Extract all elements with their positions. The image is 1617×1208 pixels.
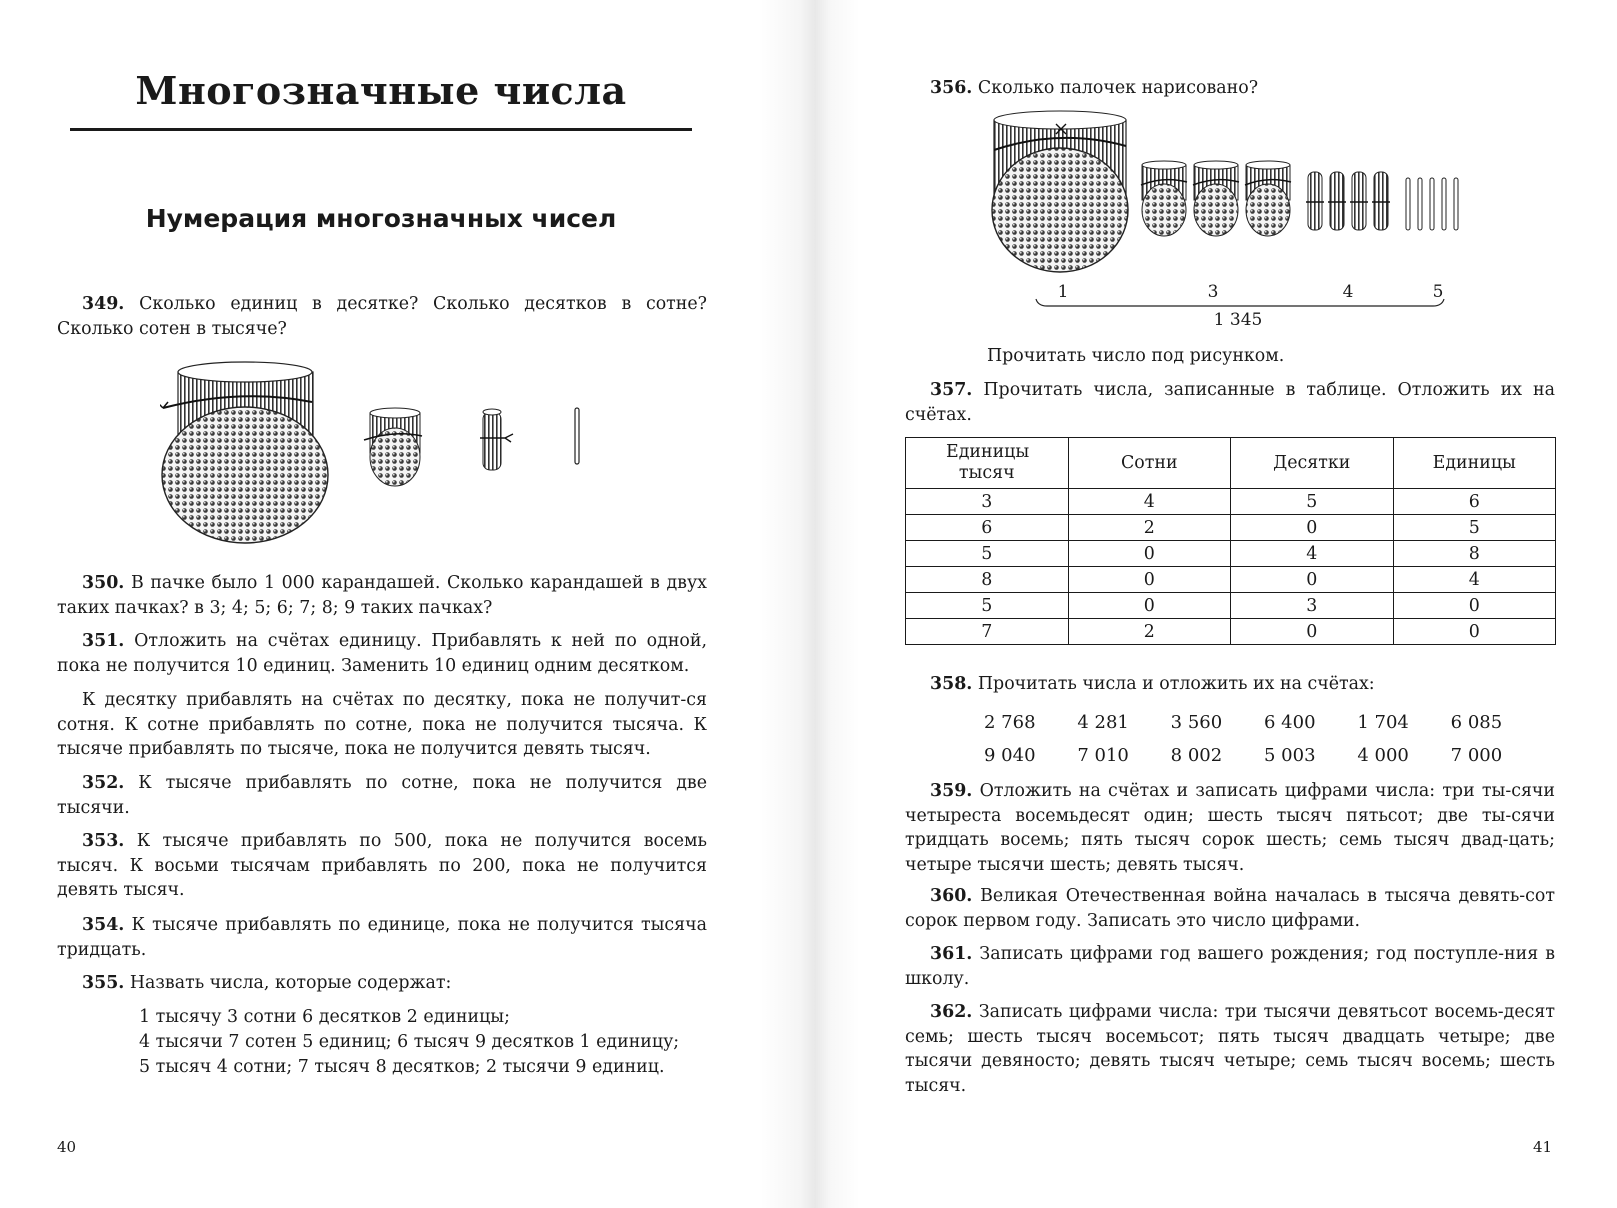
hundred-bundle-icon bbox=[1141, 161, 1187, 236]
exercise-text: Отложить на счётах и записать цифрами числа: три ты-сячи четыреста восемьдесят один; шесть тысяч пятьсот; две ты-сячи тридцать восемь; пять тысяч сорок шесть; семь тысяч двад-цать; четыре тысячи шесть; девять тысяч. bbox=[905, 781, 1556, 875]
exercise-text: В пачке было 1 000 карандашей. Сколько карандашей в двух таких пачках? в 3; 4; 5; 6; 7; 8; 9 таких пачках? bbox=[57, 573, 707, 618]
table-cell: 0 bbox=[1393, 619, 1556, 645]
table-cell: 0 bbox=[1231, 515, 1394, 541]
table-cell: 5 bbox=[906, 541, 1069, 567]
exercise-text: Записать цифрами числа: три тысячи девятьсот восемь-десят семь; шесть тысяч восемьсот; пять тысяч двадцать четыре; две тысячи девяносто; девять тысяч четыре; семь тысяч восемь; шесть тысяч. bbox=[905, 1002, 1555, 1096]
ten-bundle-icon bbox=[1306, 172, 1390, 230]
table-header-row bbox=[906, 438, 1556, 489]
table-cell: 6 bbox=[906, 515, 1069, 541]
figure-label: 5 bbox=[1432, 282, 1444, 302]
table-cell: 7 bbox=[906, 619, 1069, 645]
table-cell: 8 bbox=[1393, 541, 1556, 567]
table-cell: 0 bbox=[1068, 593, 1231, 619]
exercise-355-line: 4 тысячи 7 сотен 5 единиц; 6 тысяч 9 десятков 1 единицу; bbox=[139, 1032, 680, 1052]
table-header: Сотни bbox=[1068, 438, 1231, 489]
exercise-number: 352. bbox=[82, 773, 125, 793]
chapter-title-rule bbox=[70, 128, 692, 131]
exercise-355-line: 5 тысяч 4 сотни; 7 тысяч 8 десятков; 2 тысячи 9 единиц. bbox=[139, 1057, 665, 1077]
number-item: 4 000 bbox=[1357, 745, 1409, 766]
table-header: Десятки bbox=[1231, 438, 1394, 489]
table-row bbox=[906, 541, 1556, 567]
table-cell: 4 bbox=[1231, 541, 1394, 567]
exercise-355-line: 1 тысячу 3 сотни 6 десятков 2 единицы; bbox=[139, 1007, 510, 1027]
table-cell: 3 bbox=[1231, 593, 1394, 619]
table-cell: 8 bbox=[906, 567, 1069, 593]
table-row bbox=[906, 567, 1556, 593]
hundred-bundle-icon bbox=[364, 408, 422, 486]
left-page bbox=[0, 0, 805, 1208]
exercise-351-continuation: К десятку прибавлять на счётах по десятку, пока не получит-ся сотня. К сотне прибавлять по сотне, пока не получится тысяча. К тысяче прибавлять по тысяче, пока не получится девять тысяч. bbox=[57, 690, 707, 759]
figure-bracket bbox=[1035, 298, 1445, 310]
number-item: 7 000 bbox=[1450, 745, 1503, 766]
number-row bbox=[984, 739, 1544, 772]
hundred-bundle-icon bbox=[1245, 161, 1291, 236]
thousand-bundle-icon bbox=[992, 111, 1128, 272]
exercise-352 bbox=[57, 771, 707, 820]
exercise-number: 360. bbox=[930, 886, 973, 906]
single-stick-icon bbox=[575, 408, 579, 464]
figure-label: 4 bbox=[1342, 282, 1354, 302]
table-cell: 5 bbox=[906, 593, 1069, 619]
exercise-text: Назвать числа, которые содержат: bbox=[129, 973, 452, 993]
page-number-right: 41 bbox=[1533, 1138, 1553, 1156]
sticks-figure-349 bbox=[160, 360, 620, 550]
number-item: 6 400 bbox=[1263, 712, 1316, 733]
table-cell: 2 bbox=[1068, 515, 1231, 541]
exercise-number: 356. bbox=[930, 78, 973, 98]
exercise-number: 361. bbox=[930, 944, 973, 964]
exercise-text: Прочитать числа и отложить их на счётах: bbox=[977, 674, 1375, 694]
exercise-number: 354. bbox=[82, 915, 125, 935]
table-cell: 4 bbox=[1068, 489, 1231, 515]
exercise-350 bbox=[57, 571, 707, 620]
figure-label: 3 bbox=[1207, 282, 1219, 302]
exercise-362 bbox=[905, 1000, 1555, 1098]
number-row bbox=[984, 706, 1544, 739]
exercise-text: Прочитать числа, записанные в таблице. Отложить их на счётах. bbox=[905, 380, 1556, 425]
table-header: Единицы bbox=[1393, 438, 1556, 489]
exercise-number: 359. bbox=[930, 781, 973, 801]
exercise-351 bbox=[57, 629, 707, 678]
number-item: 7 010 bbox=[1077, 745, 1129, 766]
table-cell: 4 bbox=[1393, 567, 1556, 593]
chapter-title: Многозначные числа bbox=[135, 68, 627, 113]
exercise-text: Сколько единиц в десятке? Сколько десятков в сотне? Сколько сотен в тысяче? bbox=[57, 294, 707, 339]
exercise-360 bbox=[905, 884, 1555, 933]
table-cell: 0 bbox=[1068, 541, 1231, 567]
table-cell: 0 bbox=[1393, 593, 1556, 619]
sticks-figure-356 bbox=[990, 110, 1470, 280]
number-item: 5 003 bbox=[1263, 745, 1316, 766]
exercise-356 bbox=[905, 76, 1555, 101]
exercise-number: 362. bbox=[930, 1002, 973, 1022]
exercise-356-continuation: Прочитать число под рисунком. bbox=[987, 346, 1285, 366]
number-item: 4 281 bbox=[1077, 712, 1129, 733]
table-cell: 0 bbox=[1068, 567, 1231, 593]
exercise-359 bbox=[905, 779, 1555, 877]
number-item: 6 085 bbox=[1450, 712, 1503, 733]
table-cell: 5 bbox=[1231, 489, 1394, 515]
exercise-text: К тысяче прибавлять по 500, пока не получится восемь тысяч. К восьми тысячам прибавлять по 200, пока не получится девять тысяч. bbox=[57, 831, 707, 900]
exercise-text: Великая Отечественная война началась в тысяча девять-сот сорок первом году. Записать это число цифрами. bbox=[905, 886, 1556, 931]
exercise-text: Отложить на счётах единицу. Прибавлять к ней по одной, пока не получится 10 единиц. Заменить 10 единиц одним десятком. bbox=[57, 631, 708, 676]
exercise-number: 353. bbox=[82, 831, 125, 851]
exercise-355 bbox=[57, 971, 707, 996]
number-item: 2 768 bbox=[984, 712, 1036, 733]
exercise-number: 355. bbox=[82, 973, 125, 993]
number-item: 3 560 bbox=[1170, 712, 1223, 733]
table-cell: 6 bbox=[1393, 489, 1556, 515]
number-item: 8 002 bbox=[1170, 745, 1223, 766]
table-cell: 3 bbox=[906, 489, 1069, 515]
table-row bbox=[906, 593, 1556, 619]
exercise-number: 350. bbox=[82, 573, 125, 593]
exercise-text: К тысяче прибавлять по единице, пока не получится тысяча тридцать. bbox=[57, 915, 708, 960]
exercise-354 bbox=[57, 913, 707, 962]
table-cell: 5 bbox=[1393, 515, 1556, 541]
exercise-353 bbox=[57, 829, 707, 903]
number-grid bbox=[984, 706, 1544, 772]
figure-label: 1 bbox=[1057, 282, 1069, 302]
exercise-number: 357. bbox=[930, 380, 973, 400]
page-number-left: 40 bbox=[57, 1138, 77, 1156]
thousand-bundle-icon bbox=[160, 362, 328, 543]
hundred-bundle-icon bbox=[1193, 161, 1239, 236]
exercise-text: К тысяче прибавлять по сотне, пока не получится две тысячи. bbox=[57, 773, 707, 818]
exercise-number: 349. bbox=[82, 294, 125, 314]
figure-total: 1 345 bbox=[1213, 310, 1263, 330]
ten-bundle-icon bbox=[480, 409, 513, 470]
table-row bbox=[906, 489, 1556, 515]
section-title: Нумерация многозначных чисел bbox=[145, 204, 617, 233]
exercise-357 bbox=[905, 378, 1555, 427]
exercise-361 bbox=[905, 942, 1555, 991]
exercise-number: 351. bbox=[82, 631, 125, 651]
number-item: 9 040 bbox=[984, 745, 1036, 766]
exercise-358 bbox=[905, 672, 1555, 697]
single-stick-icon bbox=[1406, 178, 1458, 230]
table-row bbox=[906, 515, 1556, 541]
place-value-table bbox=[905, 437, 1556, 645]
table-header: Единицы тысяч bbox=[906, 438, 1069, 489]
number-item: 1 704 bbox=[1357, 712, 1409, 733]
exercise-text: Записать цифрами год вашего рождения; год поступле-ния в школу. bbox=[905, 944, 1556, 989]
exercise-text: Сколько палочек нарисовано? bbox=[977, 78, 1259, 98]
exercise-number: 358. bbox=[930, 674, 973, 694]
table-cell: 0 bbox=[1231, 619, 1394, 645]
table-cell: 0 bbox=[1231, 567, 1394, 593]
exercise-349 bbox=[57, 292, 707, 341]
table-row bbox=[906, 619, 1556, 645]
table-cell: 2 bbox=[1068, 619, 1231, 645]
